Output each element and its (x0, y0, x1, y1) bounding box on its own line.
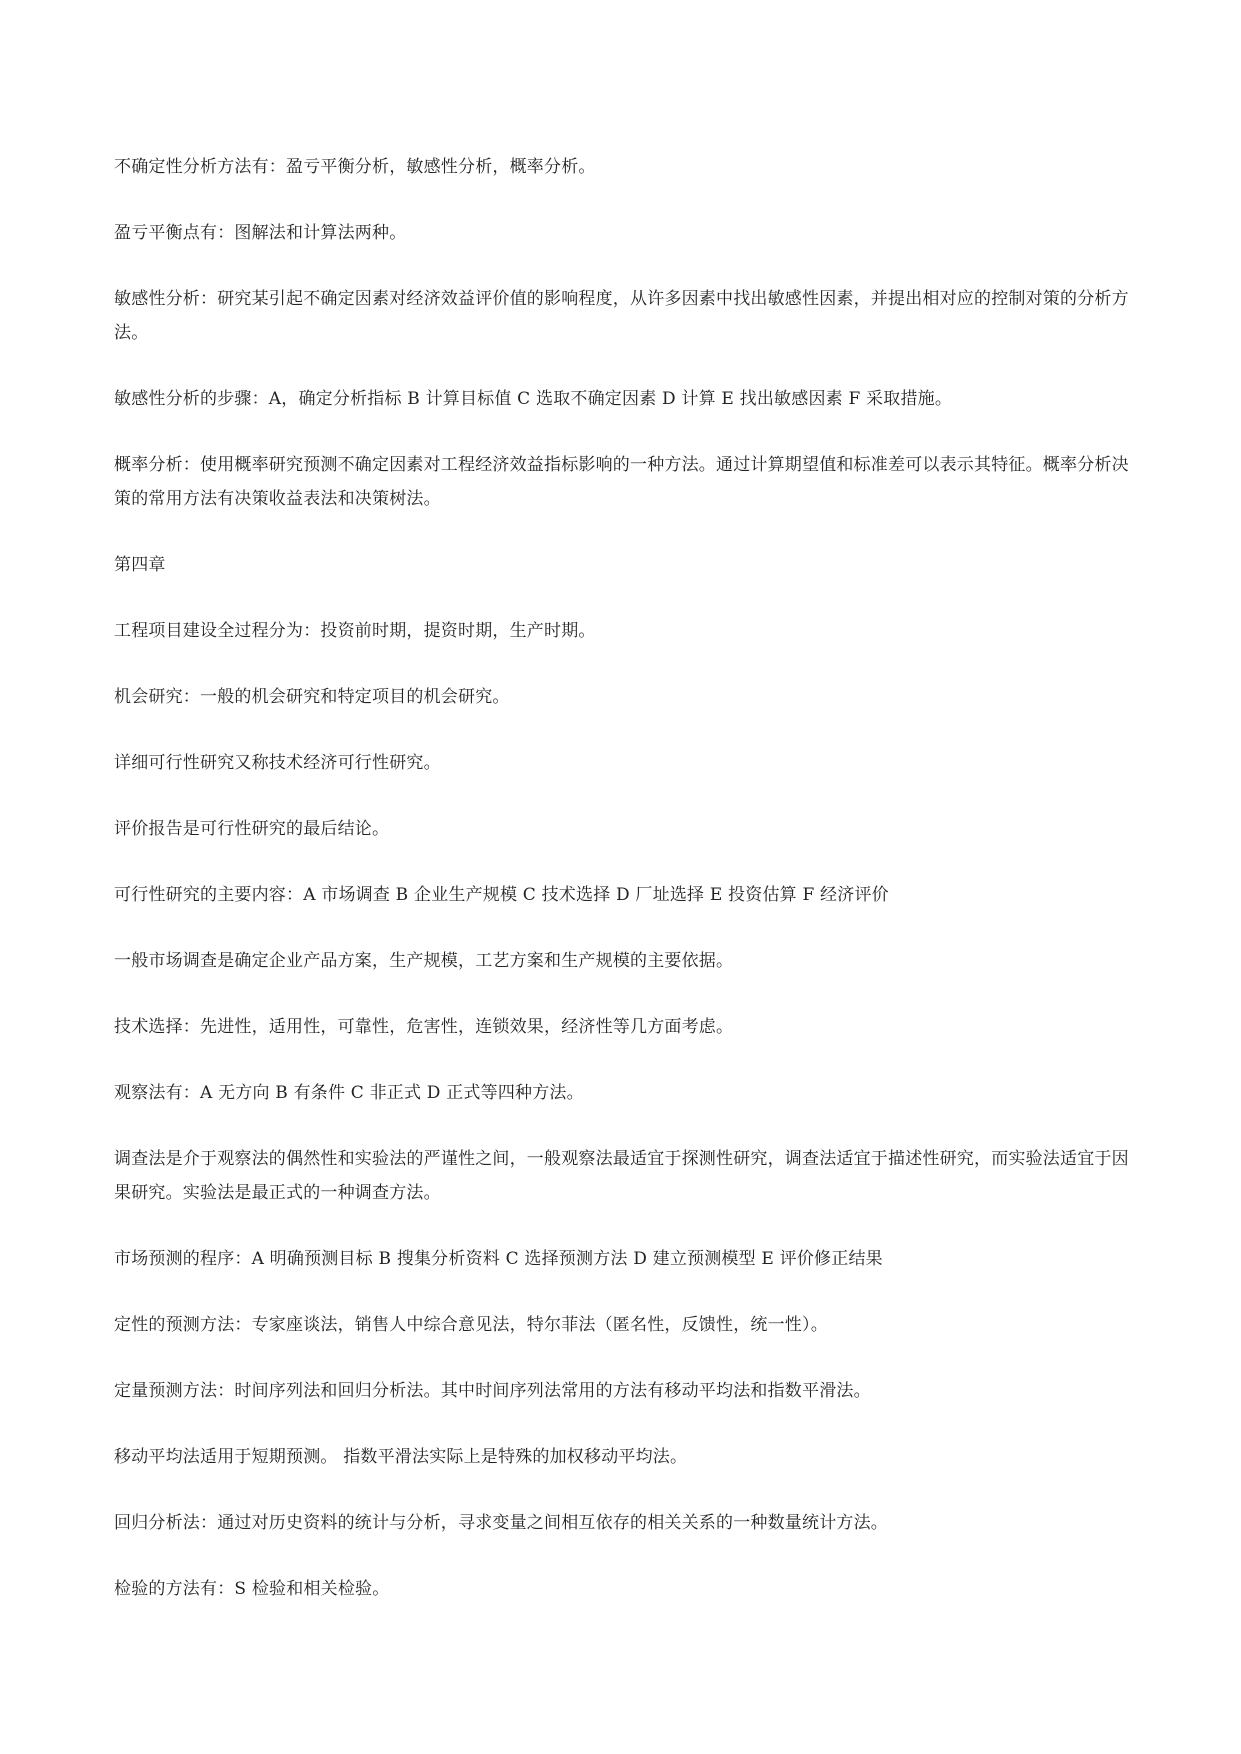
paragraph-sensitivity-analysis: 敏感性分析：研究某引起不确定因素对经济效益评价值的影响程度，从许多因素中找出敏感性因素，并提出相对应的控制对策的分析方法。 (114, 289, 1129, 343)
paragraph-forecast-procedure: 市场预测的程序：A 明确预测目标 B 搜集分析资料 C 选择预测方法 D 建立预测模型 E 评价修正结果 (114, 1249, 883, 1269)
paragraph-test-methods: 检验的方法有：S 检验和相关检验。 (114, 1579, 390, 1599)
paragraph-detailed-feasibility: 详细可行性研究又称技术经济可行性研究。 (114, 753, 441, 773)
paragraph-observation-method: 观察法有：A 无方向 B 有条件 C 非正式 D 正式等四种方法。 (114, 1083, 584, 1103)
document-body (114, 150, 1132, 1638)
paragraph-qualitative-forecast: 定性的预测方法：专家座谈法，销售人中综合意见法，特尔菲法（匿名性，反馈性，统一性）。 (114, 1315, 828, 1335)
paragraph-breakeven-point: 盈亏平衡点有：图解法和计算法两种。 (114, 223, 407, 243)
paragraph-market-survey: 一般市场调查是确定企业产品方案，生产规模，工艺方案和生产规模的主要依据。 (114, 951, 734, 971)
paragraph-project-phases: 工程项目建设全过程分为：投资前时期，提资时期，生产时期。 (114, 621, 596, 641)
paragraph-probability-analysis: 概率分析：使用概率研究预测不确定因素对工程经济效益指标影响的一种方法。通过计算期望值和标准差可以表示其特征。概率分析决策的常用方法有决策收益表法和决策树法。 (114, 455, 1129, 509)
chapter-heading: 第四章 (114, 555, 166, 575)
paragraph-regression-analysis: 回归分析法：通过对历史资料的统计与分析，寻求变量之间相互依存的相关关系的一种数量统计方法。 (114, 1513, 888, 1533)
paragraph-moving-average: 移动平均法适用于短期预测。 指数平滑法实际上是特殊的加权移动平均法。 (114, 1447, 688, 1467)
paragraph-opportunity-study: 机会研究：一般的机会研究和特定项目的机会研究。 (114, 687, 510, 707)
paragraph-sensitivity-steps: 敏感性分析的步骤：A，确定分析指标 B 计算目标值 C 选取不确定因素 D 计算 E 找出敏感因素 F 采取措施。 (114, 389, 953, 409)
paragraph-evaluation-report: 评价报告是可行性研究的最后结论。 (114, 819, 390, 839)
paragraph-quantitative-forecast: 定量预测方法：时间序列法和回归分析法。其中时间序列法常用的方法有移动平均法和指数平滑法。 (114, 1381, 871, 1401)
paragraph-feasibility-contents: 可行性研究的主要内容：A 市场调查 B 企业生产规模 C 技术选择 D 厂址选择 E 投资估算 F 经济评价 (114, 885, 889, 905)
paragraph-uncertainty-methods: 不确定性分析方法有：盈亏平衡分析，敏感性分析，概率分析。 (114, 157, 596, 177)
paragraph-technology-selection: 技术选择：先进性，适用性，可靠性，危害性，连锁效果，经济性等几方面考虑。 (114, 1017, 734, 1037)
paragraph-survey-method: 调查法是介于观察法的偶然性和实验法的严谨性之间，一般观察法最适宜于探测性研究，调查法适宜于描述性研究，而实验法适宜于因果研究。实验法是最正式的一种调查方法。 (114, 1149, 1129, 1203)
